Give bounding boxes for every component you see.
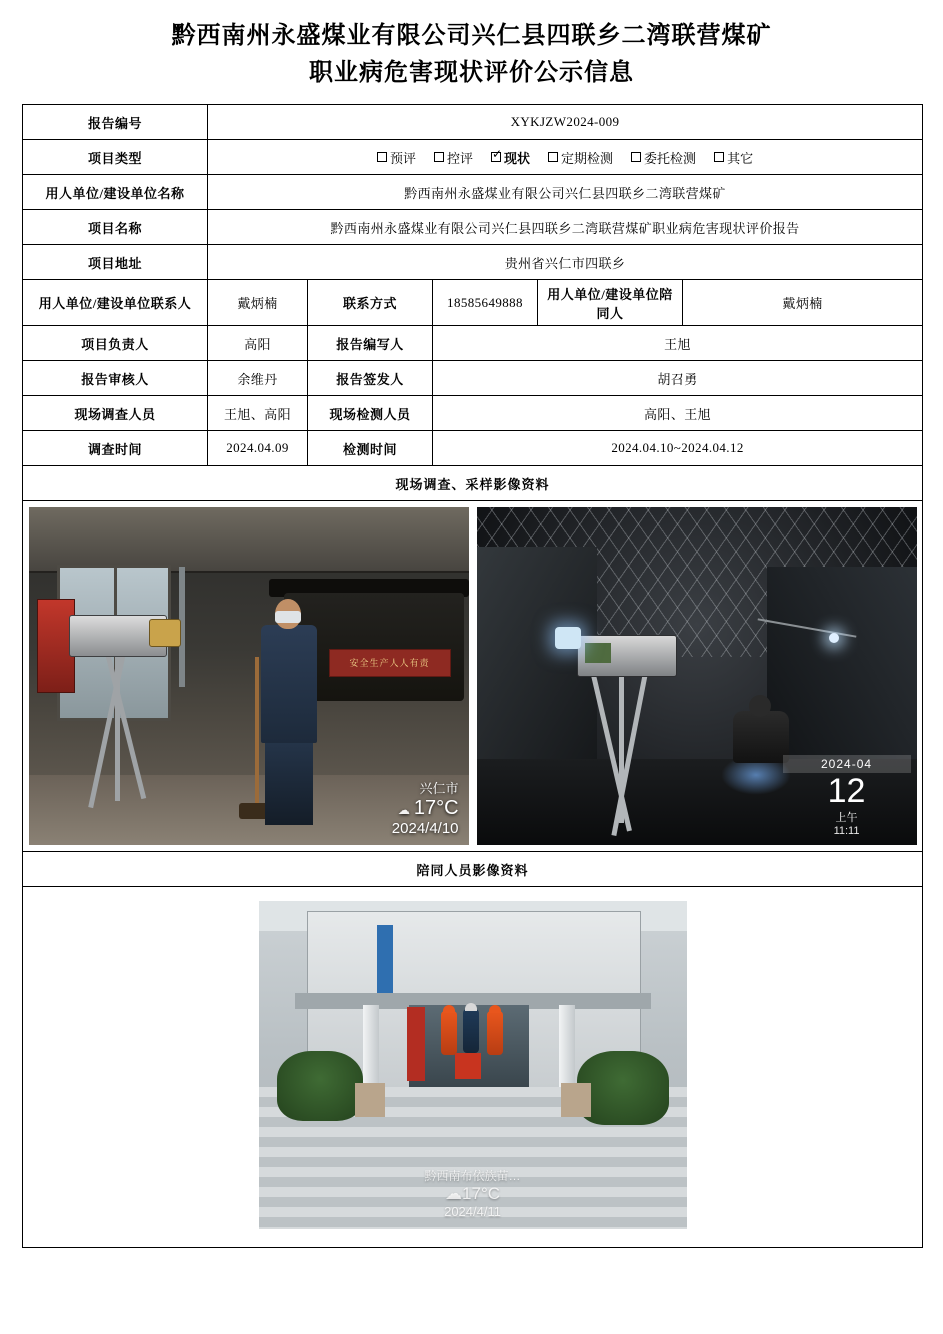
survey-time-label: 调查时间 — [23, 431, 208, 466]
table-row-project-manager — [23, 326, 923, 361]
checkbox-label: 定期检测 — [561, 150, 614, 166]
table-row-photos-header — [23, 466, 923, 501]
project-address-label: 项目地址 — [23, 245, 208, 280]
watermark-city: 黔西南布依族苗… — [424, 1169, 521, 1184]
photo-underground-sampling — [477, 507, 917, 845]
phone-label: 联系方式 — [308, 280, 433, 326]
escort-photo-cell — [23, 887, 923, 1248]
person-worker-left — [441, 1011, 457, 1055]
project-type-label: 项目类型 — [23, 140, 208, 175]
watermark-ampm: 上午 — [835, 812, 858, 825]
checkbox-yuping[interactable] — [377, 148, 416, 167]
photo3-watermark — [259, 1167, 687, 1219]
tripod-leg — [619, 673, 624, 823]
worker-mask — [275, 611, 301, 623]
test-staff-label: 现场检测人员 — [308, 396, 433, 431]
project-type-options — [208, 140, 923, 175]
watermark-temperature — [392, 797, 459, 820]
checkbox-xianzhuang[interactable] — [491, 148, 530, 167]
employer-label: 用人单位/建设单位名称 — [23, 175, 208, 210]
employer-value: 黔西南州永盛煤业有限公司兴仁县四联乡二湾联营煤矿 — [208, 175, 923, 210]
photo1-watermark — [392, 778, 459, 837]
worker-body — [261, 625, 317, 743]
watermark-city: 兴仁市 — [419, 781, 459, 797]
checkbox-label: 委托检测 — [644, 150, 697, 166]
person-worker-right — [487, 1011, 503, 1055]
report-no-value: XYKJZW2024-009 — [208, 105, 923, 140]
tripod-leg — [115, 653, 120, 801]
red-banner — [407, 1007, 425, 1081]
checkbox-box-icon[interactable] — [377, 152, 387, 162]
checkbox-kongping[interactable] — [434, 148, 473, 167]
watermark-date: 2024/4/11 — [444, 1204, 501, 1220]
checkbox-label: 现状 — [504, 150, 531, 166]
escort-label: 用人单位/建设单位陪同人 — [538, 280, 683, 326]
table-row-report-no — [23, 105, 923, 140]
report-signer-label: 报告签发人 — [308, 361, 433, 396]
checkbox-label: 预评 — [389, 150, 416, 166]
checkbox-checked-icon[interactable] — [491, 152, 501, 162]
safety-banner: 安全生产人人有责 — [329, 649, 451, 677]
project-type-checkbox-row — [212, 148, 918, 167]
report-no-label: 报告编号 — [23, 105, 208, 140]
escort-photos-section-header: 陪同人员影像资料 — [23, 852, 923, 887]
report-reviewer-label: 报告审核人 — [23, 361, 208, 396]
photos-cell — [23, 501, 923, 852]
contact-value: 戴炳楠 — [208, 280, 308, 326]
checkbox-label: 控评 — [447, 150, 474, 166]
watermark-temperature — [259, 1184, 687, 1204]
report-writer-value: 王旭 — [433, 326, 923, 361]
title-line-1: 黔西南州永盛煤业有限公司兴仁县四联乡二湾联营煤矿 — [171, 23, 772, 49]
helmet-icon — [465, 1003, 477, 1011]
worker-legs — [265, 739, 313, 825]
equipment-case — [455, 1053, 481, 1079]
survey-time-value: 2024.04.09 — [208, 431, 308, 466]
table-row-survey-time — [23, 431, 923, 466]
table-row-project-type — [23, 140, 923, 175]
instrument-lamp — [555, 627, 581, 649]
checkbox-box-icon[interactable] — [631, 152, 641, 162]
ceiling — [29, 507, 469, 573]
project-manager-label: 项目负责人 — [23, 326, 208, 361]
phone-value: 18585649888 — [433, 280, 538, 326]
watermark-day: 12 — [827, 772, 866, 811]
checkbox-box-icon[interactable] — [548, 152, 558, 162]
instrument-head — [149, 619, 181, 647]
watermark-temp-value: 17°C — [413, 797, 459, 820]
planter-left — [355, 1083, 385, 1117]
project-address-value: 贵州省兴仁市四联乡 — [208, 245, 923, 280]
table-row-photos — [23, 501, 923, 852]
watermark-year-month: 2024-04 — [783, 755, 911, 773]
table-row-reviewer — [23, 361, 923, 396]
info-table — [22, 104, 923, 1248]
watermark-temp-value: 17°C — [462, 1184, 501, 1204]
table-row-project-name — [23, 210, 923, 245]
contact-label: 用人单位/建设单位联系人 — [23, 280, 208, 326]
survey-staff-label: 现场调查人员 — [23, 396, 208, 431]
person-staff-center — [463, 1009, 479, 1053]
table-row-escort-photos-header — [23, 852, 923, 887]
photo-site-sampling-surface — [29, 507, 469, 845]
checkbox-box-icon[interactable] — [434, 152, 444, 162]
checkbox-weituojiance[interactable] — [631, 148, 696, 167]
report-writer-label: 报告编写人 — [308, 326, 433, 361]
escort-value: 戴炳楠 — [683, 280, 923, 326]
project-name-label: 项目名称 — [23, 210, 208, 245]
test-staff-value: 高阳、王旭 — [433, 396, 923, 431]
helmet-icon — [489, 1005, 501, 1013]
checkbox-dingqijiance[interactable] — [548, 148, 613, 167]
photo-row — [27, 507, 918, 845]
report-reviewer-value: 余维丹 — [208, 361, 308, 396]
test-time-label: 检测时间 — [308, 431, 433, 466]
page-title — [22, 18, 921, 92]
checkbox-box-icon[interactable] — [714, 152, 724, 162]
project-manager-value: 高阳 — [208, 326, 308, 361]
photo-escort-group — [259, 901, 687, 1229]
checkbox-qita[interactable] — [714, 148, 753, 167]
miner-head — [749, 695, 771, 717]
watermark-date: 2024/4/10 — [391, 820, 459, 838]
cloud-icon: ☁ — [397, 803, 410, 818]
checkbox-label: 其它 — [727, 150, 754, 166]
photos-section-header: 现场调查、采样影像资料 — [23, 466, 923, 501]
helmet-icon — [443, 1005, 455, 1013]
instrument-screen — [585, 643, 611, 663]
miner-body — [733, 711, 789, 763]
report-signer-value: 胡召勇 — [433, 361, 923, 396]
table-row-project-address — [23, 245, 923, 280]
table-row-contact — [23, 280, 923, 326]
table-row-escort-photo — [23, 887, 923, 1248]
title-line-2: 职业病危害现状评价公示信息 — [309, 60, 634, 87]
cloud-icon: ☁ — [445, 1184, 463, 1204]
project-name-value: 黔西南州永盛煤业有限公司兴仁县四联乡二湾联营煤矿职业病危害现状评价报告 — [208, 210, 923, 245]
pillar — [559, 1005, 575, 1091]
table-row-employer — [23, 175, 923, 210]
table-row-survey-staff — [23, 396, 923, 431]
bush-left — [277, 1051, 363, 1121]
survey-staff-value: 王旭、高阳 — [208, 396, 308, 431]
lamp-spot — [829, 633, 839, 643]
photo2-watermark — [783, 755, 911, 837]
pillar — [363, 1005, 379, 1091]
watermark-time: 11:11 — [833, 825, 860, 838]
broom-handle — [255, 657, 259, 807]
vertical-banner — [377, 925, 393, 995]
planter-right — [561, 1083, 591, 1117]
test-time-value: 2024.04.10~2024.04.12 — [433, 431, 923, 466]
